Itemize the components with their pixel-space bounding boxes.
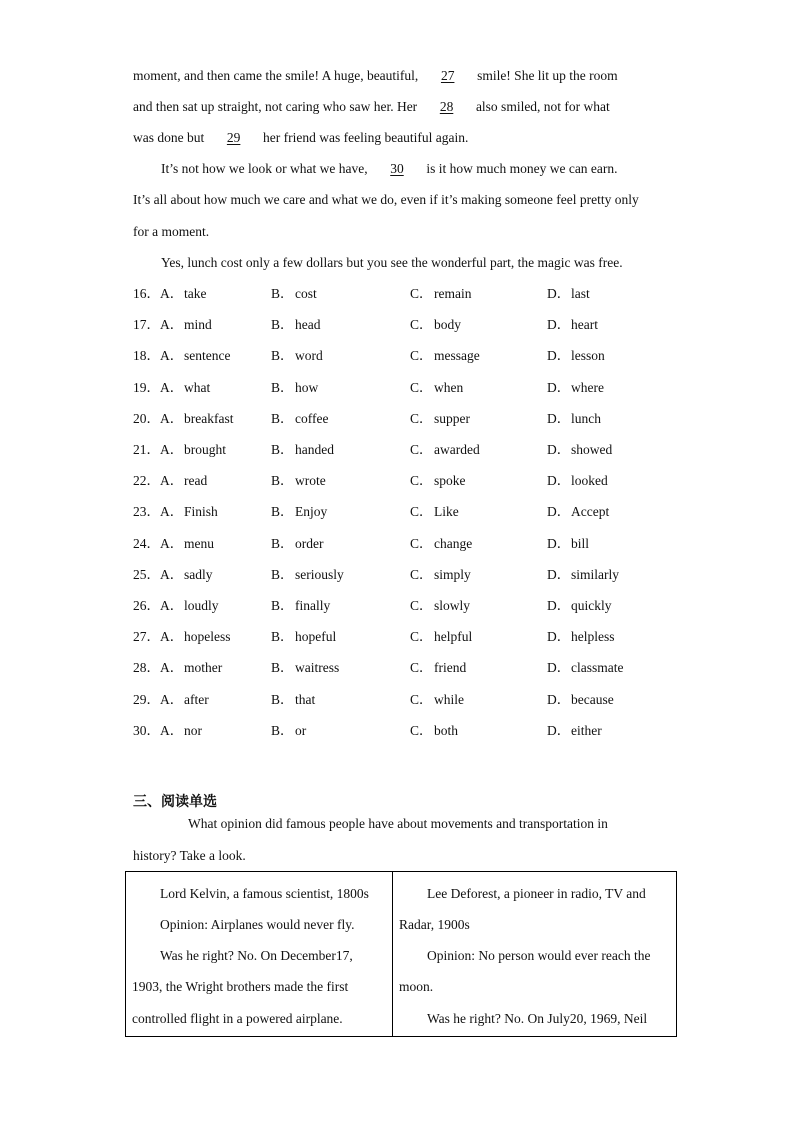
option-letter: A． — [160, 317, 184, 333]
option-text: change — [434, 535, 473, 551]
option-a — [160, 504, 218, 520]
option-text: quickly — [571, 598, 612, 613]
option-text: slowly — [434, 598, 471, 613]
option-letter: A． — [160, 504, 184, 520]
option-letter: D． — [547, 317, 571, 333]
question-row — [133, 504, 693, 520]
option-text: that — [295, 691, 316, 707]
question-number: 27． — [133, 629, 160, 645]
option-d — [547, 660, 623, 676]
option-c — [410, 286, 471, 302]
passage-line-1 — [133, 68, 618, 84]
option-b — [271, 629, 336, 645]
passage-line-3 — [133, 130, 468, 146]
option-text: mother — [184, 660, 223, 676]
option-letter: B． — [271, 629, 294, 645]
option-d — [547, 442, 612, 458]
option-letter: B． — [271, 442, 294, 457]
option-b — [271, 692, 315, 708]
option-c — [410, 380, 463, 396]
option-text: helpless — [571, 629, 615, 645]
left-cell-line: Was he right? No. On December17, — [160, 948, 353, 963]
option-letter: B． — [271, 504, 294, 520]
option-text: brought — [184, 442, 226, 457]
option-letter: C． — [410, 722, 433, 738]
option-text: hopeless — [184, 629, 231, 645]
option-text: Enjoy — [295, 504, 328, 520]
option-letter: C． — [410, 410, 433, 426]
question-number: 29． — [133, 691, 160, 707]
option-a — [160, 286, 207, 302]
option-d — [547, 536, 589, 552]
passage-line-2 — [133, 99, 610, 115]
question-row — [133, 286, 693, 302]
option-text: similarly — [571, 566, 619, 582]
left-cell-line: Opinion: Airplanes would never fly. — [160, 917, 355, 932]
question-number: 19． — [133, 379, 160, 395]
option-letter: B． — [271, 535, 294, 551]
option-letter: A． — [160, 442, 184, 457]
question-number: 18． — [133, 348, 160, 364]
option-letter: B． — [271, 286, 294, 301]
option-text: how — [295, 379, 319, 395]
option-text: while — [434, 691, 464, 707]
right-cell-line: Opinion: No person would ever reach the — [427, 948, 651, 963]
option-c — [410, 348, 480, 364]
passage-text: was done but — [133, 130, 205, 145]
passage-line-7: Yes, lunch cost only a few dollars but you see the wonderful part, the magic was free. — [161, 255, 623, 270]
option-text: head — [295, 317, 321, 333]
option-letter: B． — [271, 598, 294, 613]
option-b — [271, 380, 318, 396]
option-text: hopeful — [295, 629, 337, 645]
option-letter: D． — [547, 442, 571, 457]
question-number: 16． — [133, 286, 160, 301]
option-c — [410, 629, 472, 645]
question-row — [133, 567, 693, 583]
option-letter: D． — [547, 410, 571, 426]
section-title: 三、阅读单选 — [133, 794, 217, 810]
option-letter: A． — [160, 691, 184, 707]
question-row — [133, 536, 693, 552]
option-letter: C． — [410, 691, 433, 707]
option-d — [547, 598, 612, 614]
option-letter: D． — [547, 286, 571, 301]
section-intro-line-1: What opinion did famous people have about movements and transportation in — [188, 816, 608, 831]
option-letter: B． — [271, 348, 294, 364]
option-text: menu — [184, 535, 214, 551]
option-text: helpful — [434, 629, 473, 645]
question-row — [133, 411, 693, 427]
option-text: cost — [295, 286, 317, 301]
option-letter: C． — [410, 629, 433, 645]
option-d — [547, 411, 601, 427]
option-text: awarded — [434, 442, 480, 457]
option-text: lesson — [571, 348, 605, 364]
option-text: where — [571, 379, 604, 395]
option-a — [160, 536, 214, 552]
question-number: 20． — [133, 410, 160, 426]
option-letter: A． — [160, 473, 184, 489]
left-cell-line: 1903, the Wright brothers made the first — [132, 979, 349, 994]
question-row — [133, 660, 693, 676]
option-text: showed — [571, 442, 613, 457]
section-intro-line-2: history? Take a look. — [133, 848, 246, 863]
option-letter: D． — [547, 722, 571, 738]
option-d — [547, 504, 609, 520]
option-text: classmate — [571, 660, 624, 676]
option-text: body — [434, 317, 461, 333]
option-text: because — [571, 691, 614, 707]
option-letter: A． — [160, 286, 184, 301]
option-a — [160, 629, 231, 645]
option-letter: C． — [410, 348, 433, 364]
option-text: order — [295, 535, 324, 551]
option-letter: A． — [160, 629, 184, 645]
question-row — [133, 723, 693, 739]
option-letter: C． — [410, 566, 433, 582]
right-cell-line: Lee Deforest, a pioneer in radio, TV and — [427, 886, 646, 901]
question-number: 22． — [133, 473, 160, 489]
option-text: loudly — [184, 598, 219, 613]
option-text: heart — [571, 317, 598, 333]
option-letter: C． — [410, 504, 433, 520]
option-text: finally — [295, 598, 331, 613]
option-d — [547, 317, 598, 333]
passage-line-4 — [161, 161, 618, 177]
passage-text: also smiled, not for what — [475, 99, 610, 114]
question-row — [133, 317, 693, 333]
option-text: after — [184, 691, 209, 707]
option-text: either — [571, 722, 602, 738]
option-letter: A． — [160, 348, 184, 364]
passage-text: smile! She lit up the room — [477, 68, 618, 83]
right-cell-line: moon. — [399, 979, 434, 994]
left-cell-line: Lord Kelvin, a famous scientist, 1800s — [160, 886, 369, 901]
question-number: 21． — [133, 442, 160, 457]
option-b — [271, 504, 327, 520]
option-text: bill — [571, 535, 590, 551]
option-c — [410, 411, 470, 427]
question-row — [133, 473, 693, 489]
passage-text: her friend was feeling beautiful again. — [263, 130, 469, 145]
option-c — [410, 598, 470, 614]
option-text: lunch — [571, 410, 601, 426]
option-c — [410, 567, 471, 583]
option-letter: B． — [271, 379, 294, 395]
option-text: supper — [434, 410, 470, 426]
option-letter: C． — [410, 473, 433, 489]
option-letter: C． — [410, 442, 433, 457]
option-b — [271, 536, 323, 552]
option-letter: B． — [271, 722, 294, 738]
blank-28: 28 — [439, 99, 454, 114]
question-number: 17． — [133, 317, 160, 333]
question-number: 26． — [133, 598, 160, 613]
option-a — [160, 692, 209, 708]
option-letter: D． — [547, 379, 571, 395]
option-letter: C． — [410, 317, 433, 333]
option-letter: D． — [547, 348, 571, 364]
passage-text: and then sat up straight, not caring who saw her. Her — [133, 99, 418, 114]
option-a — [160, 380, 210, 396]
option-c — [410, 723, 458, 739]
option-a — [160, 442, 226, 458]
option-letter: B． — [271, 410, 294, 426]
option-text: message — [434, 348, 480, 364]
option-text: read — [184, 473, 208, 489]
passage-line-5: It’s all about how much we care and what we do, even if it’s making someone feel pretty only — [133, 192, 639, 207]
option-letter: D． — [547, 629, 571, 645]
question-row — [133, 692, 693, 708]
right-cell-line: Radar, 1900s — [399, 917, 470, 932]
passage-line-6: for a moment. — [133, 224, 210, 239]
option-text: take — [184, 286, 207, 301]
option-d — [547, 723, 602, 739]
option-letter: D． — [547, 660, 571, 676]
option-c — [410, 473, 466, 489]
question-number: 30． — [133, 722, 160, 738]
option-b — [271, 660, 339, 676]
option-letter: A． — [160, 535, 184, 551]
option-letter: C． — [410, 598, 433, 613]
option-d — [547, 629, 615, 645]
option-a — [160, 660, 222, 676]
option-c — [410, 536, 472, 552]
option-letter: C． — [410, 535, 433, 551]
blank-30: 30 — [390, 161, 404, 176]
option-text: coffee — [295, 410, 329, 426]
question-row — [133, 598, 693, 614]
option-c — [410, 442, 480, 458]
option-text: spoke — [434, 473, 466, 489]
option-b — [271, 598, 330, 614]
table-divider — [392, 872, 393, 1036]
option-text: when — [434, 379, 464, 395]
option-letter: D． — [547, 691, 571, 707]
option-letter: B． — [271, 566, 294, 582]
blank-29: 29 — [226, 130, 241, 145]
option-text: last — [571, 286, 590, 301]
option-b — [271, 442, 334, 458]
option-letter: A． — [160, 598, 184, 613]
option-b — [271, 348, 323, 364]
option-text: sadly — [184, 566, 213, 582]
option-letter: A． — [160, 410, 184, 426]
option-text: breakfast — [184, 410, 234, 426]
option-a — [160, 317, 212, 333]
option-b — [271, 411, 328, 427]
option-b — [271, 723, 306, 739]
question-number: 24． — [133, 535, 160, 551]
option-text: remain — [434, 286, 472, 301]
option-letter: A． — [160, 660, 184, 676]
passage-text: moment, and then came the smile! A huge, beautiful, — [133, 68, 419, 83]
question-row — [133, 442, 693, 458]
option-a — [160, 348, 230, 364]
option-text: sentence — [184, 348, 231, 364]
option-letter: C． — [410, 660, 433, 676]
option-a — [160, 411, 233, 427]
option-letter: B． — [271, 317, 294, 333]
question-number: 23． — [133, 504, 160, 520]
option-text: wrote — [295, 473, 326, 489]
option-d — [547, 286, 590, 302]
option-letter: C． — [410, 286, 433, 301]
option-b — [271, 567, 344, 583]
option-text: Accept — [571, 504, 610, 520]
option-c — [410, 692, 464, 708]
option-text: or — [295, 722, 307, 738]
question-row — [133, 629, 693, 645]
option-text: friend — [434, 660, 467, 676]
option-text: seriously — [295, 566, 344, 582]
option-text: Like — [434, 504, 459, 520]
option-text: waitress — [295, 660, 340, 676]
option-a — [160, 473, 207, 489]
question-number: 25． — [133, 566, 160, 582]
option-b — [271, 473, 326, 489]
option-letter: D． — [547, 473, 571, 489]
option-d — [547, 692, 614, 708]
option-b — [271, 317, 320, 333]
option-letter: B． — [271, 660, 294, 676]
option-text: word — [295, 348, 323, 364]
option-c — [410, 504, 459, 520]
blank-27: 27 — [440, 68, 455, 83]
option-a — [160, 598, 219, 614]
option-text: handed — [295, 442, 334, 457]
option-d — [547, 567, 619, 583]
option-d — [547, 380, 604, 396]
option-letter: A． — [160, 566, 184, 582]
option-letter: B． — [271, 691, 294, 707]
option-text: nor — [184, 722, 202, 738]
option-c — [410, 317, 461, 333]
option-letter: D． — [547, 598, 571, 613]
option-text: both — [434, 722, 459, 738]
option-d — [547, 473, 608, 489]
option-letter: A． — [160, 722, 184, 738]
option-text: looked — [571, 473, 608, 489]
left-cell-line: controlled flight in a powered airplane. — [132, 1011, 343, 1026]
question-row — [133, 348, 693, 364]
option-letter: A． — [160, 379, 184, 395]
option-letter: D． — [547, 535, 571, 551]
question-number: 28． — [133, 660, 160, 676]
option-letter: D． — [547, 566, 571, 582]
right-cell-line: Was he right? No. On July20, 1969, Neil — [427, 1011, 648, 1026]
question-row — [133, 380, 693, 396]
option-a — [160, 567, 213, 583]
option-letter: B． — [271, 473, 294, 489]
option-c — [410, 660, 466, 676]
opinion-table — [125, 871, 677, 1037]
option-letter: C． — [410, 379, 433, 395]
option-text: Finish — [184, 504, 218, 520]
option-text: simply — [434, 566, 471, 582]
option-d — [547, 348, 605, 364]
option-b — [271, 286, 317, 302]
option-a — [160, 723, 202, 739]
passage-text: It’s not how we look or what we have, — [161, 161, 368, 176]
passage-text: is it how much money we can earn. — [426, 161, 618, 176]
option-text: mind — [184, 317, 212, 333]
option-text: what — [184, 379, 211, 395]
option-letter: D． — [547, 504, 571, 520]
